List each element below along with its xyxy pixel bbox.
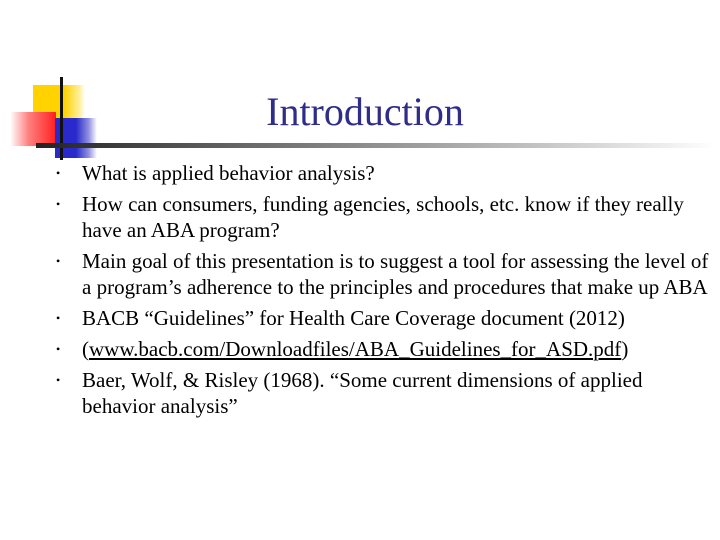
- bullet-icon: •: [56, 311, 61, 325]
- bullet-item: [56, 248, 716, 300]
- slide-title: Introduction: [266, 89, 464, 134]
- guidelines-link[interactable]: www.bacb.com/Downloadfiles/ABA_Guidelines_for_ASD.pdf: [89, 337, 622, 361]
- bullet-icon: •: [56, 342, 61, 356]
- bullet-list: [56, 160, 716, 424]
- paren-open: (: [82, 337, 89, 361]
- bullet-icon: •: [56, 373, 61, 387]
- bullet-icon: •: [56, 254, 61, 268]
- bullet-item: [56, 160, 716, 186]
- bullet-text: How can consumers, funding agencies, schools, etc. know if they really have an ABA program?: [82, 192, 684, 242]
- bullet-icon: •: [56, 166, 61, 180]
- bullet-item: [56, 367, 716, 419]
- title-underline: [36, 143, 716, 148]
- bullet-item: [56, 191, 716, 243]
- bullet-text: BACB “Guidelines” for Health Care Coverage document (2012): [82, 306, 625, 330]
- bullet-text: Main goal of this presentation is to suggest a tool for assessing the level of a program’s adherence to the principles and procedures that make up ABA: [82, 249, 709, 299]
- bullet-item: [56, 305, 716, 331]
- paren-close: ): [621, 337, 629, 361]
- bullet-item: [56, 336, 716, 362]
- bullet-text: What is applied behavior analysis?: [82, 161, 375, 185]
- bullet-text: Baer, Wolf, & Risley (1968). “Some current dimensions of applied behavior analysis”: [82, 368, 643, 418]
- bullet-icon: •: [56, 197, 61, 211]
